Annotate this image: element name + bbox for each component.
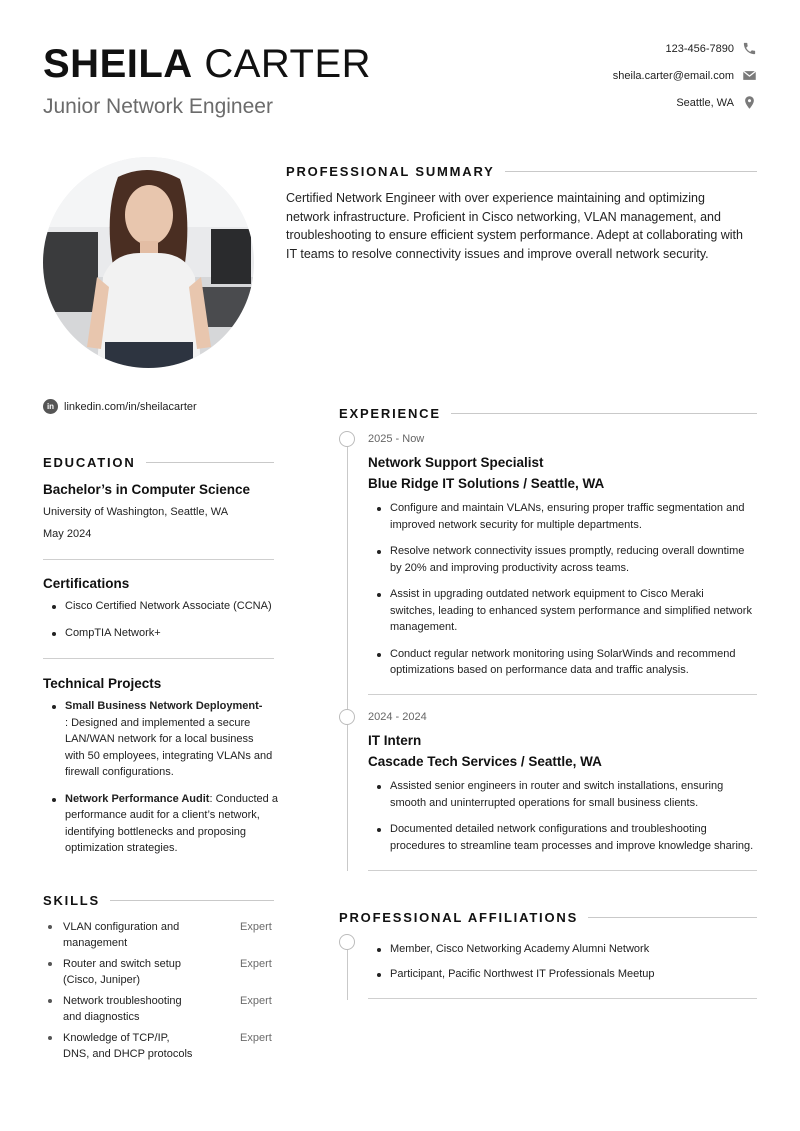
timeline-dot xyxy=(339,934,355,950)
skill-line: and diagnostics xyxy=(63,1011,140,1023)
bullet-line: Conduct regular network monitoring using SolarWinds and recommend xyxy=(390,647,736,660)
job-company: Blue Ridge IT Solutions / Seattle, WA xyxy=(368,476,605,491)
bullet-line: Assist in upgrading outdated network equipment to Cisco Meraki xyxy=(390,588,704,600)
summary-text xyxy=(286,189,766,263)
candidate-name xyxy=(43,44,371,84)
affiliations-list xyxy=(368,941,768,982)
project-line: : Conducted a xyxy=(209,792,278,805)
bullet-line: Configure and maintain VLANs, ensuring proper traffic segmentation and xyxy=(390,502,745,514)
project-line: optimization strategies. xyxy=(65,842,178,854)
skills-heading xyxy=(43,893,274,908)
profile-photo xyxy=(43,157,254,368)
divider xyxy=(505,171,757,172)
location-pin-icon xyxy=(742,95,757,110)
divider xyxy=(451,413,757,414)
job-role: Network Support Specialist xyxy=(368,455,544,470)
job-bullets xyxy=(368,500,778,679)
summary-heading-text: PROFESSIONAL SUMMARY xyxy=(286,164,495,179)
contact-phone[interactable] xyxy=(665,41,757,56)
phone-text: 123-456-7890 xyxy=(665,42,734,55)
bullet-line: switches, leading to enhanced system performance and simplified network xyxy=(390,604,752,617)
last-name: CARTER xyxy=(204,42,372,86)
project-line: performance audit for a client’s network, xyxy=(65,809,260,821)
linkedin-link[interactable] xyxy=(43,399,197,414)
graduation-date: May 2024 xyxy=(43,528,92,540)
skill-name xyxy=(63,956,240,988)
list-item xyxy=(368,500,778,533)
list-item: Cisco Certified Network Associate (CCNA) xyxy=(43,598,283,615)
project-line: firewall configurations. xyxy=(65,766,174,778)
skills-list xyxy=(43,919,283,1062)
summary-line: troubleshooting to ensure efficient system performance. Adept at collaborating with xyxy=(286,228,743,242)
bullet-line: by 20% and improving productivity across teams. xyxy=(390,561,630,574)
projects-list xyxy=(43,698,288,857)
job-dates: 2024 - 2024 xyxy=(368,711,427,723)
summary-heading xyxy=(286,164,757,179)
skill-line: management xyxy=(63,937,128,949)
bullet xyxy=(43,956,63,988)
skill-level: Expert xyxy=(240,958,272,970)
skill-line: VLAN configuration and xyxy=(63,921,180,933)
degree: Bachelor’s in Computer Science xyxy=(43,482,251,497)
timeline-dot xyxy=(339,431,355,447)
list-item xyxy=(368,586,778,636)
project-line: : Designed and implemented a secure xyxy=(65,716,251,729)
bullet-line: Assisted senior engineers in router and switch installations, ensuring xyxy=(390,780,724,792)
skill-name xyxy=(63,993,240,1025)
job-company: Cascade Tech Services / Seattle, WA xyxy=(368,754,602,769)
certifications-list xyxy=(43,598,283,641)
experience-heading-text: EXPERIENCE xyxy=(339,406,441,421)
divider xyxy=(146,462,274,463)
list-item xyxy=(368,821,783,854)
skill-level: Expert xyxy=(240,921,272,933)
skill-row xyxy=(43,919,283,951)
education-heading-text: EDUCATION xyxy=(43,455,136,470)
bullet xyxy=(43,919,63,951)
bullet-line: procedures to streamline team processes and improve knowledge sharing. xyxy=(390,839,754,852)
list-item xyxy=(43,791,288,857)
skill-line: DNS, and DHCP protocols xyxy=(63,1048,193,1060)
projects-heading: Technical Projects xyxy=(43,676,162,691)
phone-icon xyxy=(742,41,757,56)
divider xyxy=(43,559,274,560)
affiliations-heading xyxy=(339,910,757,925)
bullet-line: Documented detailed network configurations and troubleshooting xyxy=(390,823,707,835)
mail-icon xyxy=(742,68,757,83)
bullet xyxy=(43,1030,63,1062)
project-title: Network Performance Audit xyxy=(65,792,210,805)
summary-line: Certified Network Engineer with over experience maintaining and optimizing xyxy=(286,191,705,205)
divider xyxy=(368,998,757,999)
list-item xyxy=(368,543,778,576)
list-item: CompTIA Network+ xyxy=(43,625,283,642)
project-title: Small Business Network Deployment- xyxy=(65,700,263,712)
summary-line: network infrastructure. Proficient in Cisco networking, VLAN management, and xyxy=(286,209,721,224)
job-title: Junior Network Engineer xyxy=(43,95,273,118)
project-line: identifying bottlenecks and proposing xyxy=(65,825,247,838)
skill-line: Knowledge of TCP/IP, xyxy=(63,1032,170,1044)
contact-email[interactable] xyxy=(613,68,757,83)
skill-level: Expert xyxy=(240,1032,272,1044)
project-line: LAN/WAN network for a local business xyxy=(65,733,254,745)
skill-line: (Cisco, Juniper) xyxy=(63,974,141,986)
education-heading xyxy=(43,455,274,470)
divider xyxy=(588,917,757,918)
timeline-dot xyxy=(339,709,355,725)
bullet-line: smooth and uninterrupted operations for small business clients. xyxy=(390,796,699,809)
skill-name xyxy=(63,919,240,951)
job-dates: 2025 - Now xyxy=(368,433,425,445)
contact-location xyxy=(676,95,757,110)
timeline-line xyxy=(347,440,348,871)
skill-row xyxy=(43,956,283,988)
divider xyxy=(110,900,274,901)
skills-heading-text: SKILLS xyxy=(43,893,101,908)
first-name: SHEILA xyxy=(43,42,193,86)
timeline-line xyxy=(347,944,348,1000)
school: University of Washington, Seattle, WA xyxy=(43,506,229,518)
skill-level: Expert xyxy=(240,995,272,1007)
email-text: sheila.carter@email.com xyxy=(612,69,734,82)
list-item xyxy=(368,646,778,679)
list-item: Participant, Pacific Northwest IT Professionals Meetup xyxy=(368,966,768,983)
bullet-line: optimizations based on performance data and traffic analysis. xyxy=(390,664,689,676)
project-line: with 50 employees, integrating VLANs and xyxy=(65,749,273,762)
summary-line: IT teams to resolve connectivity issues and improve overall network security. xyxy=(286,246,709,261)
job-bullets xyxy=(368,778,783,854)
list-item xyxy=(368,778,783,811)
list-item xyxy=(43,698,288,781)
bullet xyxy=(43,993,63,1025)
divider xyxy=(368,694,757,695)
bullet-line: Resolve network connectivity issues promptly, reducing overall downtime xyxy=(390,545,745,557)
certifications-heading: Certifications xyxy=(43,576,130,591)
list-item: Member, Cisco Networking Academy Alumni Network xyxy=(368,941,768,958)
skill-row xyxy=(43,993,283,1025)
skill-name xyxy=(63,1030,240,1062)
job-role: IT Intern xyxy=(368,733,422,748)
linkedin-url: linkedin.com/in/sheilacarter xyxy=(64,400,197,413)
location-text: Seattle, WA xyxy=(676,96,734,109)
bullet-line: management. xyxy=(390,621,458,633)
skill-line: Network troubleshooting xyxy=(63,995,182,1007)
skill-line: Router and switch setup xyxy=(63,958,182,970)
profile-photo-illustration xyxy=(43,157,254,368)
experience-heading xyxy=(339,406,757,421)
divider xyxy=(43,658,274,659)
skill-row xyxy=(43,1030,283,1062)
bullet-line: improved network security for multiple departments. xyxy=(390,518,642,531)
linkedin-icon: in xyxy=(43,399,58,414)
divider xyxy=(368,870,757,871)
affiliations-heading-text: PROFESSIONAL AFFILIATIONS xyxy=(339,910,579,925)
